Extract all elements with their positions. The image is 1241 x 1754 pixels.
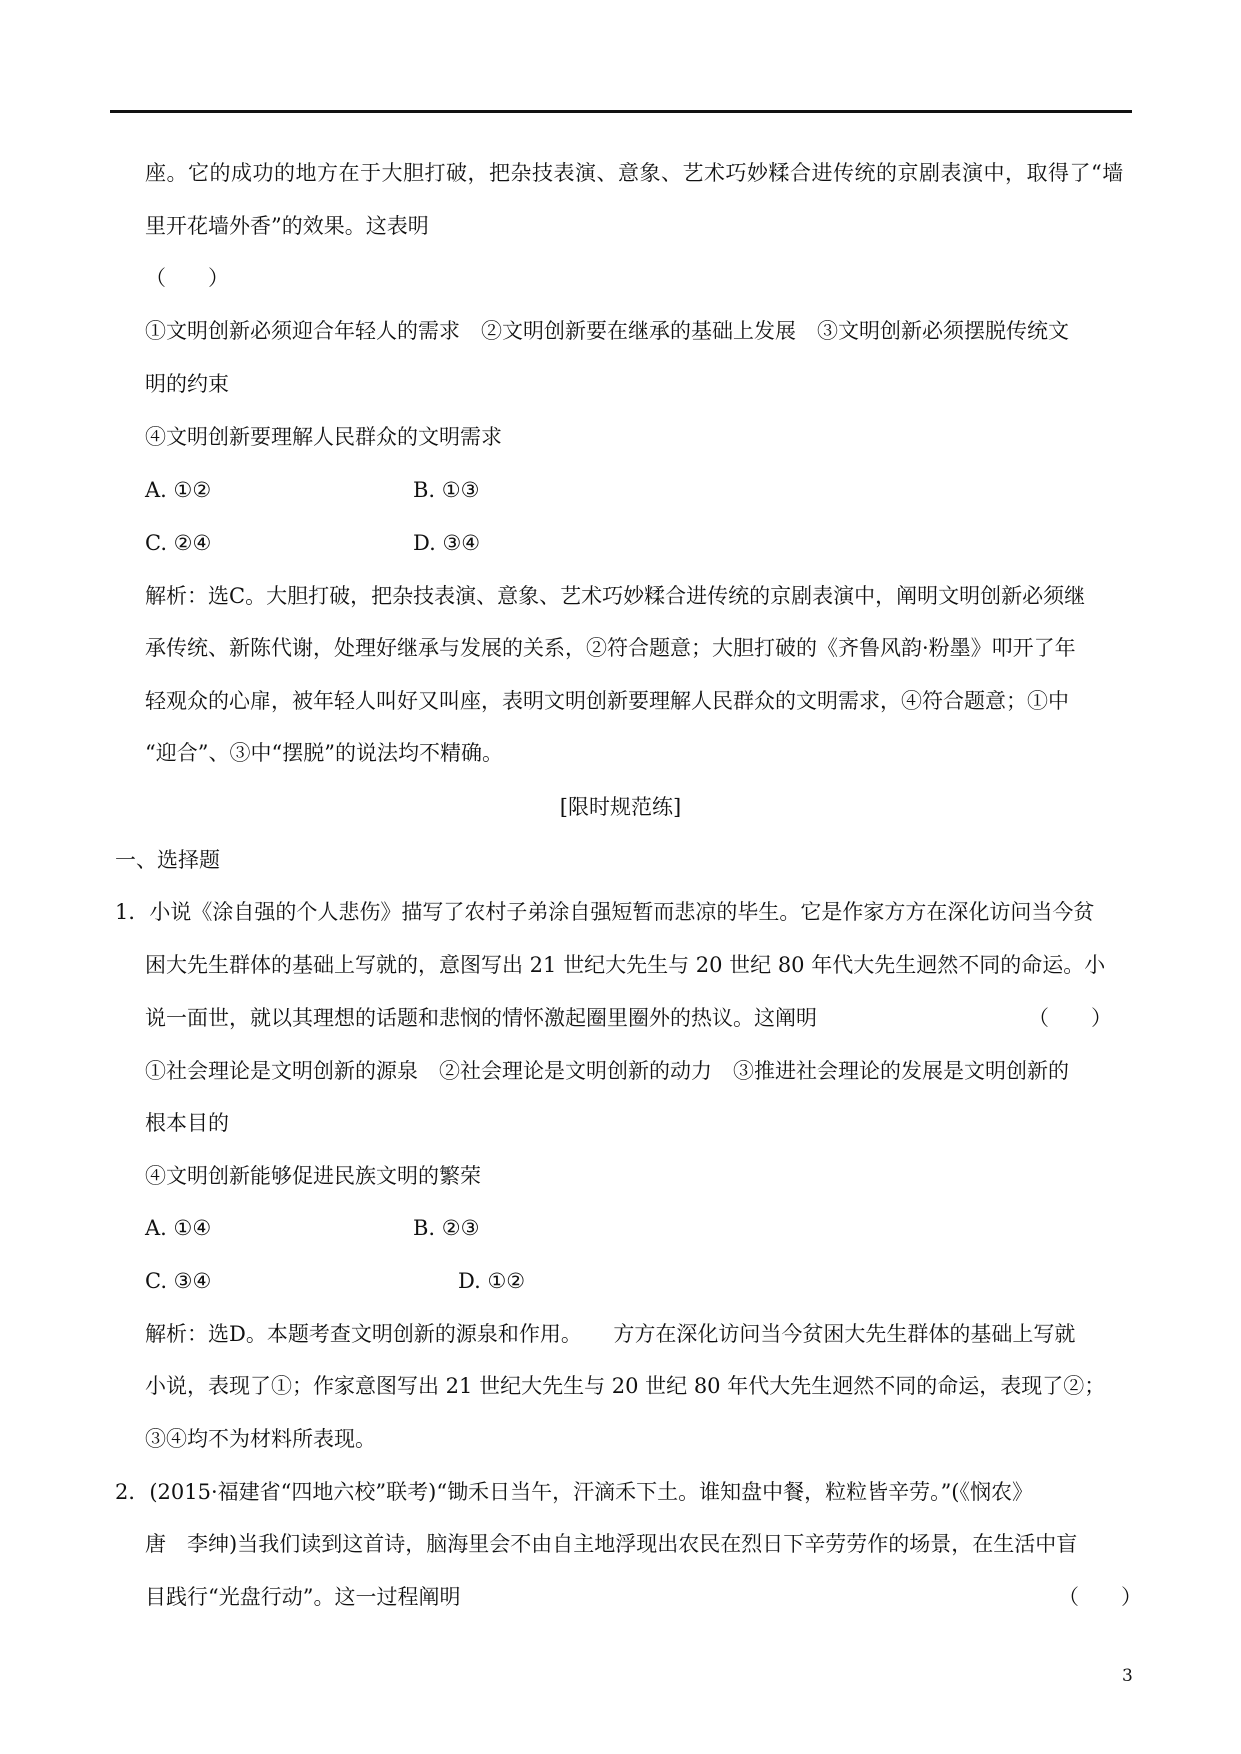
section-heading: [限时规范练]	[559, 795, 682, 819]
option-statements: 根本目的	[145, 1111, 229, 1135]
analysis-line: 解析：选C。大胆打破，把杂技表演、意象、艺术巧妙糅合进传统的京剧表演中，阐明文明创新必须继	[145, 584, 1086, 608]
passage-line: 里开花墙外香”的效果。这表明	[145, 214, 429, 238]
analysis-line: 解析：选D。本题考查文明创新的源泉和作用。 方方在深化访问当今贫困大先生群体的基础上写就	[145, 1322, 1076, 1346]
analysis-line: 轻观众的心扉，被年轻人叫好又叫座，表明文明创新要理解人民群众的文明需求，④符合题意；①中	[145, 689, 1069, 713]
choice-b: B. ①③	[413, 478, 480, 502]
page-number: 3	[1122, 1666, 1133, 1686]
choice-c: C. ③④	[145, 1269, 212, 1293]
option-statements: ①文明创新必须迎合年轻人的需求 ②文明创新要在继承的基础上发展 ③文明创新必须摆脱传统文	[145, 319, 1069, 343]
analysis-line: 承传统、新陈代谢，处理好继承与发展的关系，②符合题意；大胆打破的《齐鲁风韵·粉墨》叩开了年	[145, 636, 1076, 660]
answer-blank: （ ）	[1058, 1585, 1142, 1609]
passage-line: 座。它的成功的地方在于大胆打破，把杂技表演、意象、艺术巧妙糅合进传统的京剧表演中，取得了“墙	[145, 161, 1124, 185]
option-statements: ④文明创新要理解人民群众的文明需求	[145, 425, 502, 449]
choice-a: A. ①②	[145, 478, 212, 502]
option-statements: ①社会理论是文明创新的源泉 ②社会理论是文明创新的动力 ③推进社会理论的发展是文明创新的	[145, 1059, 1069, 1083]
option-statements: 明的约束	[145, 372, 229, 396]
answer-blank: （ ）	[145, 266, 229, 290]
analysis-line: ③④均不为材料所表现。	[145, 1427, 376, 1451]
answer-blank: （ ）	[1028, 1006, 1112, 1030]
question-1-text: 困大先生群体的基础上写就的，意图写出 21 世纪大先生与 20 世纪 80 年代大先生迥然不同的命运。小	[145, 953, 1106, 977]
question-2-text: 唐 李绅)当我们读到这首诗，脑海里会不由自主地浮现出农民在烈日下辛劳劳作的场景，在生活中盲	[145, 1532, 1078, 1556]
header-rule	[110, 110, 1132, 113]
choice-a: A. ①④	[145, 1216, 212, 1240]
analysis-line: 小说，表现了①；作家意图写出 21 世纪大先生与 20 世纪 80 年代大先生迥然不同的命运，表现了②；	[145, 1374, 1106, 1398]
question-2-text: 目践行“光盘行动”。这一过程阐明	[145, 1585, 461, 1609]
question-1-text: 说一面世，就以其理想的话题和悲悯的情怀激起圈里圈外的热议。这阐明	[145, 1006, 817, 1030]
question-2-text: 2．(2015·福建省“四地六校”联考)“锄禾日当午，汗滴禾下土。谁知盘中餐，粒粒皆辛劳。”(《悯农》	[115, 1480, 1033, 1504]
choice-d: D. ①②	[458, 1269, 526, 1293]
analysis-line: “迎合”、③中“摆脱”的说法均不精确。	[145, 741, 503, 765]
option-statements: ④文明创新能够促进民族文明的繁荣	[145, 1164, 481, 1188]
section-title: 一、选择题	[115, 848, 220, 872]
question-1-text: 1．小说《涂自强的个人悲伤》描写了农村子弟涂自强短暂而悲凉的毕生。它是作家方方在深化访问当今贫	[115, 900, 1095, 924]
choice-c: C. ②④	[145, 531, 212, 555]
choice-d: D. ③④	[413, 531, 481, 555]
choice-b: B. ②③	[413, 1216, 480, 1240]
